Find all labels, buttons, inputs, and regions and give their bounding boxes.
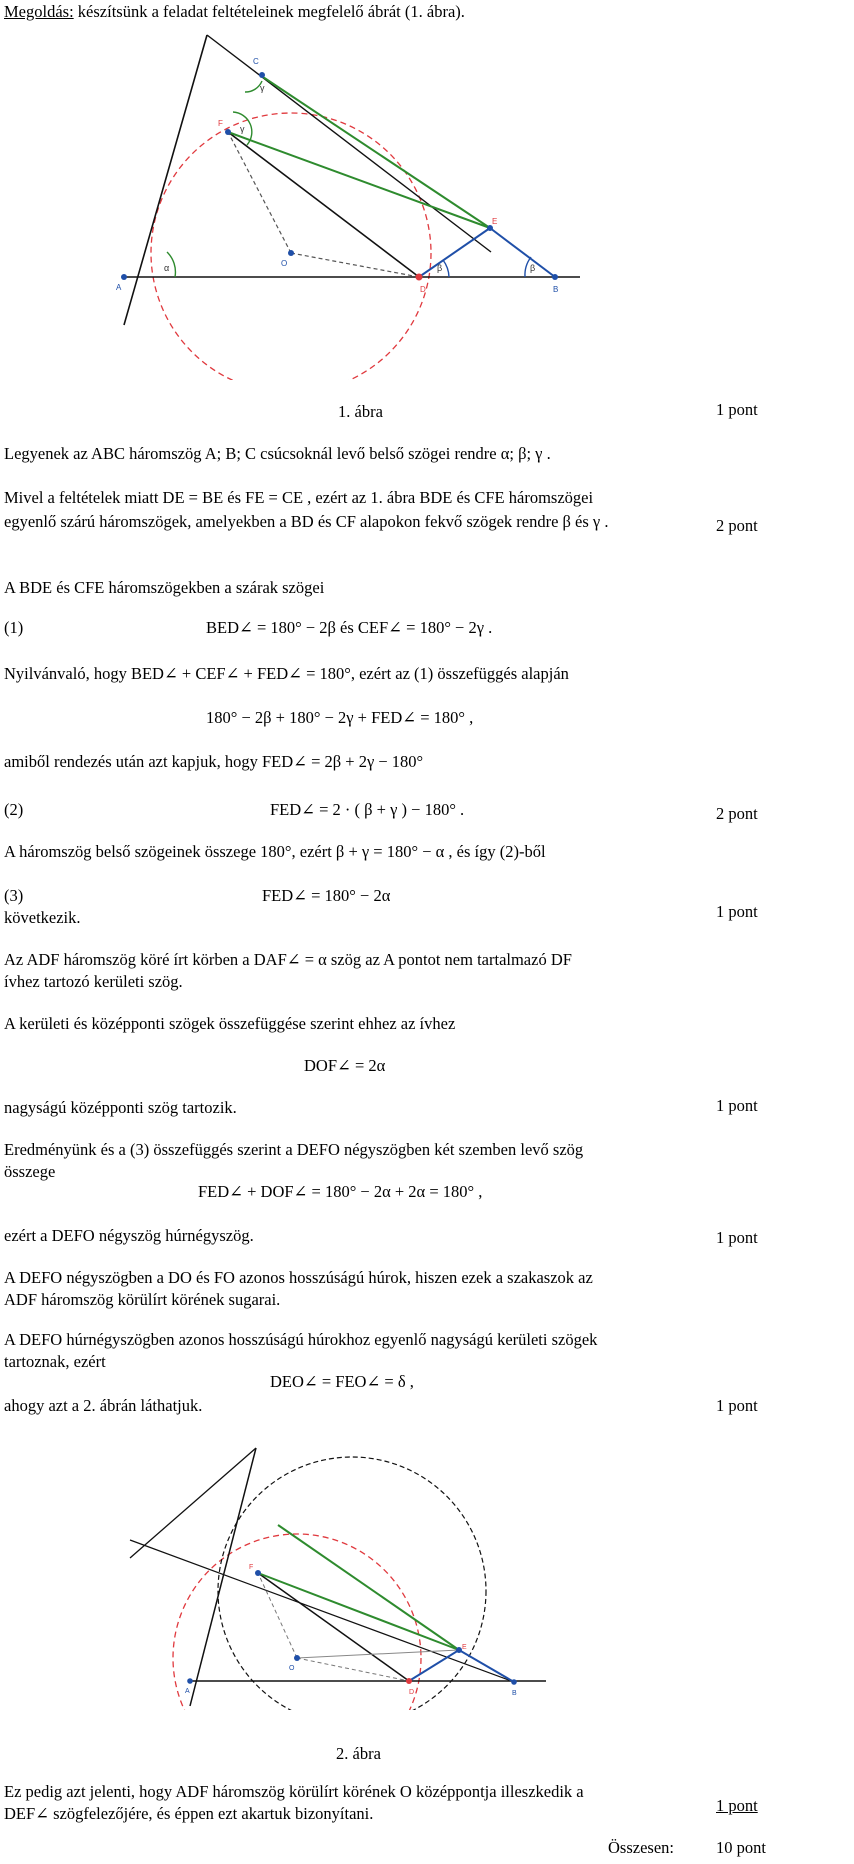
intro-text: készítsünk a feladat feltételeinek megfelelő ábrát (1. ábra). <box>73 2 465 21</box>
paragraph-11a: Eredményünk és a (3) összefüggés szerint a DEFO négyszögben két szemben levő szög <box>4 1140 584 1159</box>
paragraph-8a: Az ADF háromszög köré írt körben a DAF∠ = α szög az A pontot nem tartalmazó DF <box>4 950 572 969</box>
paragraph-12: ezért a DEFO négyszög húrnégyszög. <box>4 1226 254 1245</box>
points-p16: 1 pont <box>716 1796 758 1815</box>
paragraph-2b: egyenlő szárú háromszögek, amelyekben a BD és CF alapokon fekvő szögek rendre β és γ . <box>4 512 609 531</box>
paragraph-7: következik. <box>4 908 81 927</box>
fig1-label-a: A <box>116 283 122 292</box>
points-fig1: 1 pont <box>716 400 758 419</box>
equation-5: FED∠ + DOF∠ = 180° − 2α + 2α = 180° , <box>198 1182 483 1201</box>
intro-label: Megoldás: <box>4 2 74 21</box>
paragraph-6: A háromszög belső szögeinek összege 180°, ezért β + γ = 180° − α , és így (2)-ből <box>4 842 546 861</box>
paragraph-8b: ívhez tartozó kerületi szög. <box>4 972 183 991</box>
fig2-segment-de <box>409 1650 459 1681</box>
points-p10: 1 pont <box>716 1096 758 1115</box>
fig1-angle-beta2: β <box>530 263 536 273</box>
fig2-segment-oe <box>297 1650 459 1658</box>
figure-1 <box>0 0 854 380</box>
fig1-label-o: O <box>281 259 288 268</box>
paragraph-9: A kerületi és középponti szögek összefüggése szerint ehhez az ívhez <box>4 1014 456 1033</box>
paragraph-1: Legyenek az ABC háromszög A; B; C csúcsoknál levő belső szögei rendre α; β; γ . <box>4 444 551 463</box>
fig1-label-b: B <box>553 285 559 294</box>
equation-1: BED∠ = 180° − 2β és CEF∠ = 180° − 2γ . <box>206 618 493 637</box>
total-label: Összesen: <box>608 1838 674 1857</box>
segment-fd <box>228 132 419 277</box>
fig2-label-o: O <box>289 1665 295 1672</box>
fig1-angle-gamma2: γ <box>240 124 245 134</box>
fig1-angle-alpha: α <box>164 263 170 273</box>
angle-arc-beta <box>443 260 449 277</box>
fig1-angle-gamma: γ <box>260 83 265 93</box>
paragraph-15: ahogy azt a 2. ábrán láthatjuk. <box>4 1396 203 1415</box>
points-p12: 1 pont <box>716 1228 758 1247</box>
points-eq3: 1 pont <box>716 902 758 921</box>
fig2-label-b: B <box>512 1690 517 1697</box>
paragraph-5: amiből rendezés után azt kapjuk, hogy FED∠ = 2β + 2γ − 180° <box>4 752 424 771</box>
paragraph-16a: Ez pedig azt jelenti, hogy ADF háromszög körülírt körének O középpontja illeszkedik a <box>4 1782 584 1801</box>
fig1-label-d: D <box>420 285 426 294</box>
circumcircle <box>151 113 431 380</box>
segment-fe <box>228 132 490 228</box>
radius-of <box>228 132 291 253</box>
paragraph-2a: Mivel a feltételek miatt DE = BE és FE = CE , ezért az 1. ábra BDE és CFE háromszögei <box>4 488 594 507</box>
paragraph-13a: A DEFO négyszögben a DO és FO azonos hosszúságú húrok, hiszen ezek a szakaszok az <box>4 1268 593 1287</box>
equation-4: DOF∠ = 2α <box>304 1056 386 1075</box>
fig2-cyclic-circle <box>218 1457 486 1710</box>
paragraph-10: nagyságú középponti szög tartozik. <box>4 1098 237 1117</box>
points-eq2: 2 pont <box>716 804 758 823</box>
figure-2 <box>0 1410 854 1710</box>
fig2-segment-fd <box>258 1573 409 1681</box>
equation-mid: 180° − 2β + 180° − 2γ + FED∠ = 180° , <box>206 708 474 727</box>
points-p15: 1 pont <box>716 1396 758 1415</box>
equation-6: DEO∠ = FEO∠ = δ , <box>270 1372 414 1391</box>
fig2-line-ac <box>190 1448 256 1706</box>
fig2-segment-ce <box>278 1525 459 1650</box>
fig2-segment-eb <box>459 1650 514 1682</box>
paragraph-16b: DEF∠ szögfelezőjére, és éppen ezt akartuk bizonyítani. <box>4 1804 374 1823</box>
equation-3: FED∠ = 180° − 2α <box>262 886 391 905</box>
line-cb <box>207 35 491 252</box>
fig2-line-upper <box>130 1448 256 1558</box>
figure-1-caption: 1. ábra <box>338 402 383 421</box>
radius-od <box>291 253 419 277</box>
line-ac <box>124 35 207 325</box>
segment-ce <box>260 75 490 228</box>
paragraph-13b: ADF háromszög körülírt körének sugarai. <box>4 1290 281 1309</box>
paragraph-3: A BDE és CFE háromszögekben a szárak szögei <box>4 578 325 597</box>
points-p2: 2 pont <box>716 516 758 535</box>
fig1-label-f: F <box>218 119 223 128</box>
eq2-label: (2) <box>4 800 24 819</box>
paragraph-4: Nyilvánvaló, hogy BED∠ + CEF∠ + FED∠ = 180°, ezért az (1) összefüggés alapján <box>4 664 569 683</box>
fig2-label-a: A <box>185 1688 190 1695</box>
figure-2-caption: 2. ábra <box>336 1744 381 1763</box>
fig2-label-d: D <box>409 1689 415 1696</box>
fig1-label-e: E <box>492 217 498 226</box>
segment-eb <box>490 228 555 277</box>
eq1-label: (1) <box>4 618 24 637</box>
paragraph-11b: összege <box>4 1162 56 1181</box>
eq3-label: (3) <box>4 886 24 905</box>
total-value: 10 pont <box>716 1838 766 1857</box>
equation-2: FED∠ = 2 · ( β + γ ) − 180° . <box>270 800 465 819</box>
fig1-angle-beta: β <box>437 263 443 273</box>
fig2-line-cb <box>130 1540 514 1682</box>
paragraph-14b: tartoznak, ezért <box>4 1352 106 1371</box>
fig1-label-c: C <box>253 57 259 66</box>
fig2-label-e: E <box>462 1644 467 1651</box>
paragraph-14a: A DEFO húrnégyszögben azonos hosszúságú húrokhoz egyenlő nagyságú kerületi szögek <box>4 1330 598 1349</box>
fig2-label-f: F <box>249 1564 254 1571</box>
